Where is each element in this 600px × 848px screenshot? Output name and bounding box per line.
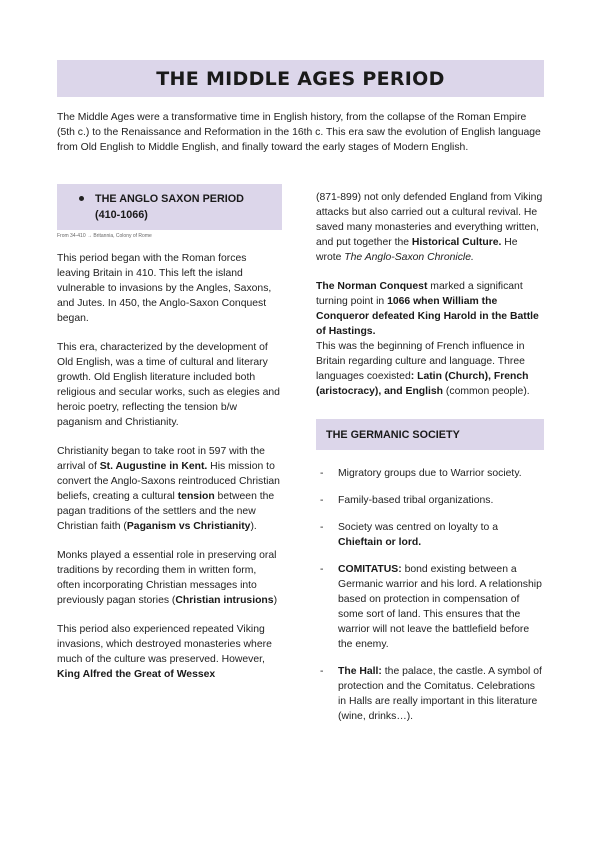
alfred-continuation: (871-899) not only defended England from Viking attacks but also carried out a cultural revival. He saved many monasteries and everything written, and put together the Historical Culture. He wrote The Anglo-Saxon Chronicle. [316,192,543,263]
list-item: - Society was centred on loyalty to a Chieftain or lord. [320,522,498,548]
germanic-society-heading-text: THE GERMANIC SOCIETY [326,428,460,441]
page-title: THE MIDDLE AGES PERIOD [156,67,445,90]
list-item: - Family-based tribal organizations. [320,495,494,506]
anglo-saxon-p3: Christianity began to take root in 597 with the arrival of St. Augustine in Kent. His mission to convert the Anglo-Saxons reintroduced Christian beliefs, creating a cultural tension between the pagan traditions of the settlers and the new Christian faith (Paganism vs Christianity). [57,446,280,532]
anglo-saxon-p2: This era, characterized by the development of Old English, was a time of cultural and literary growth. Old English literature included both religious and secular works, such as elegies and heroic poetry, reflecting the tension b/w paganism and Christianity. [57,342,280,428]
bullet-icon [79,196,84,201]
list-item: - Migratory groups due to Warrior society. [320,468,522,479]
anglo-saxon-heading-line1: THE ANGLO SAXON PERIOD [95,193,244,205]
list-item: - COMITATUS: bond existing between a Germanic warrior and his lord. A relationship based on protection in compensation of some sort of land. This ensures that the warrior will not leave the battlefield before the enemy. [320,564,542,650]
intro-paragraph: The Middle Ages were a transformative time in English history, from the collapse of the Roman Empire (5th c.) to the Renaissance and Reformation in the 16th c. This era saw the evolution of English language from Old English to Middle English, and finally toward the early stages of Modern English. [57,112,541,153]
germanic-traits-list [316,466,544,724]
anglo-saxon-heading-line2: (410-1066) [95,209,148,221]
germanic-society-heading [316,419,544,450]
left-column [57,184,282,696]
title-band [57,60,544,97]
anglo-saxon-heading [57,184,282,230]
norman-conquest-paragraph: The Norman Conquest marked a significant turning point in 1066 when William the Conqueror defeated King Harold in the Battle of Hastings. This was the beginning of French influence in Britain regarding culture and language. Three languages coexisted: Latin (Church), French (aristocracy), and English (common people). [316,281,539,397]
anglo-saxon-p5: This period also experienced repeated Viking invasions, which destroyed monasteries where much of the culture was preserved. However, King Alfred the Great of Wessex [57,624,272,680]
anglo-saxon-p4: Monks played a essential role in preserving oral traditions by recording them in written form, often incorporating Christian messages into previously pagan stories (Christian intrusions) [57,550,278,606]
list-item: - The Hall: the palace, the castle. A symbol of protection and the Comitatus. Celebrations in Halls are really important in this literature (wine, drinks…). [320,666,542,722]
right-column [316,190,544,736]
anglo-saxon-caption: From 34-410 → Britannia, Colony of Rome [57,233,152,239]
anglo-saxon-p1: This period began with the Roman forces leaving Britain in 410. This left the island vulnerable to invasions by the Angles, Saxons, and Jutes. In 450, the Anglo-Saxon Conquest began. [57,253,272,324]
